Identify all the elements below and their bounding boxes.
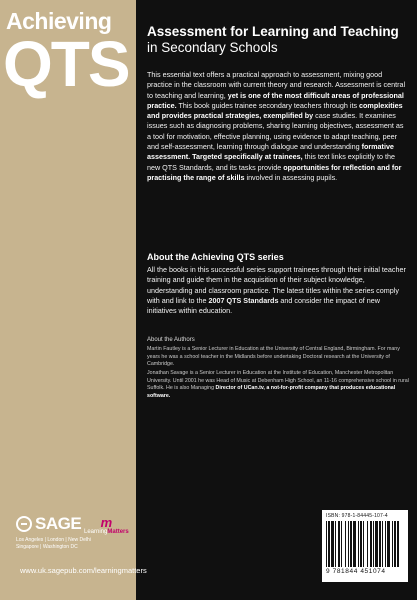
isbn-text: ISBN: 978-1-84445-107-4	[326, 513, 388, 519]
publisher-url[interactable]: www.uk.sagepub.com/learningmatters	[20, 566, 147, 575]
blurb-run: this text links explicitly to the new QTS Standards, and its tasks provide	[147, 152, 395, 172]
about-series-heading	[147, 252, 284, 262]
title-bold: Assessment for Learning and Teaching	[147, 24, 399, 39]
barcode-stripe	[399, 521, 400, 567]
author-bio-2	[147, 370, 409, 400]
about-heading-prefix: About the	[147, 252, 192, 262]
lm-word-2: Matters	[107, 529, 129, 535]
blurb-run: case studies. It examines issues such as diagnosing problems, sharing learning objectives, assessment as a tool for motivation, effective planning, using evidence to adapt teaching, peer and self-assessment, learning through dialogue and understanding	[147, 111, 404, 152]
author2-run: Director of UCan.tv, a not-for-profit company that produces educational software.	[147, 385, 396, 399]
blurb-text	[147, 70, 409, 183]
blurb-run: This essential text offers a practical approach to assessment, mixing good practice in the classroom with current theory and research. Assessment is central to teaching and learning,	[147, 70, 406, 100]
about-text-run: and consider the impact of new initiatives within education.	[147, 295, 380, 316]
about-heading-series: Achieving QTS	[191, 252, 256, 262]
about-text-run: All the books in this successful series support trainees through their initial teacher training and guide them in the acquisition of their subject knowledge, understanding and classroom practice. The latest titles within the series comply with and link to the	[147, 265, 406, 305]
lm-word-1: Learning	[84, 529, 108, 535]
blurb-run: opportunities for reflection and for practising the range of skills	[147, 162, 402, 182]
sage-wordmark: SAGE	[35, 514, 82, 533]
blurb-run: formative assessment. Targeted specifically at trainees,	[147, 142, 394, 162]
publisher-cities: Los Angeles | London | New Delhi Singapore | Washington DC	[16, 537, 91, 550]
sage-logo	[16, 514, 81, 534]
about-text-run: 2007 QTS Standards	[208, 295, 279, 305]
book-title	[147, 24, 409, 56]
author2-run: Jonathan Savage is a Senior Lecturer in Education at the Institute of Education, Manchester Metropolitan University. Until 2001 he was Head of Music at Debenham High School, an 11-16 comprehensive school in rural Suffolk. He is also Managing	[147, 370, 409, 392]
learning-matters-logo	[84, 516, 129, 535]
learning-matters-icon: m	[100, 515, 113, 530]
about-series-text	[147, 265, 409, 316]
series-logo: QTS	[3, 28, 129, 100]
blurb-run: involved in assessing pupils.	[244, 172, 338, 182]
authors-heading: About the Authors	[147, 337, 195, 343]
series-label: Achieving	[6, 8, 112, 34]
author-bio-1: Martin Fautley is a Senior Lecturer in Education at the University of Central England, Birmingham. For many years he was a school teacher in the Midlands before undertaking Doctoral research at the University of Cambridge.	[147, 346, 400, 368]
blurb-run: This book guides trainee secondary teachers through its	[176, 100, 360, 110]
blurb-run: complexities and provides practical strategies, exemplified by	[147, 100, 403, 121]
title-rest: in Secondary Schools	[147, 40, 278, 55]
sage-icon	[16, 516, 32, 532]
barcode-box	[322, 510, 408, 582]
ean-number: 9 781844 451074	[326, 568, 386, 575]
about-heading-suffix: series	[255, 252, 284, 262]
barcode-bars	[326, 521, 404, 567]
blurb-run: yet is one of the most difficult areas of professional practice.	[147, 90, 404, 110]
